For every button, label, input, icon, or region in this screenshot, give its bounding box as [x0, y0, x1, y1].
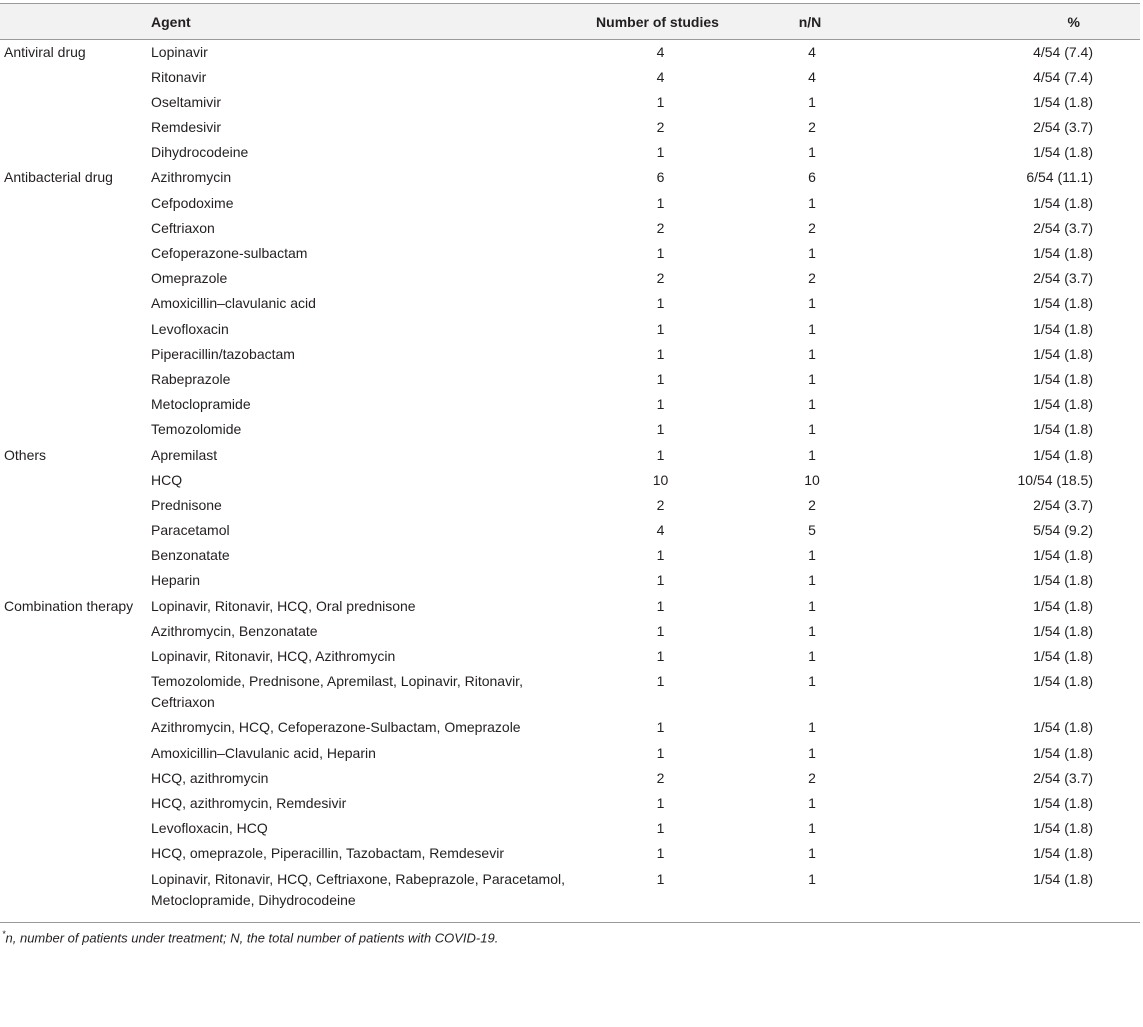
header-number-of-studies: Number of studies: [596, 14, 719, 30]
table-row: [0, 418, 1140, 443]
row-agent: Cefoperazone-sulbactam: [151, 245, 308, 261]
row-percent: 1/54 (1.8): [1033, 446, 1093, 463]
row-number-of-studies: 1: [656, 648, 665, 664]
row-category: [0, 342, 145, 367]
table-row: [0, 242, 1140, 267]
row-n-over-n: 1: [808, 421, 816, 438]
row-category: [0, 619, 145, 644]
row-number-of-studies: 1: [656, 345, 665, 362]
row-n-over-n: 1: [808, 446, 816, 463]
row-n-over-n: 1: [808, 93, 816, 110]
row-number-of-studies: 1: [656, 622, 665, 639]
row-agent: Heparin: [151, 572, 201, 589]
row-agent: Temozolomide: [151, 421, 242, 438]
row-percent: 1/54 (1.8): [1033, 622, 1093, 639]
row-n-over-n: 1: [808, 744, 816, 761]
row-n-over-n: 4: [808, 43, 816, 60]
row-category: Antiviral drug: [4, 43, 86, 60]
row-agent: Paracetamol: [151, 522, 230, 539]
row-n-over-n: 1: [808, 396, 816, 413]
row-agent: Azithromycin, HCQ, Cefoperazone-Sulbactam, Omeprazole: [151, 719, 521, 736]
row-percent: 1/54 (1.8): [1033, 421, 1093, 438]
row-n-over-n: 2: [808, 769, 816, 786]
row-percent: 1/54 (1.8): [1033, 93, 1093, 110]
table-header: [0, 4, 1140, 40]
row-number-of-studies: 4: [656, 68, 665, 85]
row-category: [0, 766, 145, 791]
table-row: [0, 468, 1140, 493]
row-number-of-studies: 1: [656, 370, 665, 387]
table-row: [0, 741, 1140, 766]
row-agent: Oseltamivir: [151, 93, 222, 110]
row-number-of-studies: 1: [656, 794, 665, 811]
table-row: [0, 867, 1140, 922]
row-n-over-n: 1: [808, 144, 816, 161]
row-percent: 2/54 (3.7): [1033, 496, 1093, 513]
header-n-over-n: n/N: [798, 14, 822, 30]
row-number-of-studies: 1: [656, 820, 665, 837]
row-number-of-studies: 2: [656, 496, 665, 513]
row-percent: 1/54 (1.8): [1033, 820, 1093, 837]
row-percent: 1/54 (1.8): [1033, 245, 1093, 261]
row-n-over-n: 1: [808, 320, 816, 337]
row-percent: 2/54 (3.7): [1033, 769, 1093, 786]
row-agent: Piperacillin/tazobactam: [151, 345, 295, 362]
row-n-over-n: 1: [808, 845, 816, 862]
table-row: [0, 817, 1140, 842]
row-agent: HCQ, azithromycin: [151, 769, 269, 786]
row-n-over-n: 1: [808, 295, 816, 312]
row-category: [0, 645, 145, 670]
row-n-over-n: 1: [808, 194, 816, 211]
row-category: [0, 867, 145, 922]
header-category: [0, 4, 145, 40]
row-percent: 2/54 (3.7): [1033, 119, 1093, 136]
row-category: Combination therapy: [4, 597, 134, 614]
row-category: [0, 418, 145, 443]
row-category: [0, 317, 145, 342]
row-agent: Omeprazole: [151, 270, 228, 287]
row-percent: 1/54 (1.8): [1033, 597, 1093, 614]
row-number-of-studies: 2: [656, 119, 665, 136]
row-n-over-n: 1: [808, 572, 816, 589]
table-row: [0, 141, 1140, 166]
row-agent: Lopinavir: [151, 43, 208, 60]
row-percent: 5/54 (9.2): [1033, 522, 1093, 539]
row-agent: Rabeprazole: [151, 370, 231, 387]
row-n-over-n: 4: [808, 68, 816, 85]
row-percent: 2/54 (3.7): [1033, 219, 1093, 236]
row-number-of-studies: 1: [656, 320, 665, 337]
row-percent: 1/54 (1.8): [1033, 370, 1093, 387]
table-row: [0, 116, 1140, 141]
row-category: [0, 216, 145, 241]
row-agent: Dihydrocodeine: [151, 144, 249, 161]
row-number-of-studies: 1: [656, 597, 665, 614]
row-category: [0, 65, 145, 90]
row-number-of-studies: 1: [656, 673, 665, 690]
row-category: Antibacterial drug: [4, 169, 113, 186]
row-number-of-studies: 1: [656, 144, 665, 161]
header-agent: Agent: [151, 14, 191, 30]
row-percent: 1/54 (1.8): [1033, 320, 1093, 337]
row-category: [0, 116, 145, 141]
row-percent: 1/54 (1.8): [1033, 572, 1093, 589]
table-row: [0, 342, 1140, 367]
table-row: [0, 645, 1140, 670]
row-number-of-studies: 1: [656, 396, 665, 413]
row-agent: Apremilast: [151, 446, 218, 463]
row-number-of-studies: 1: [656, 572, 665, 589]
row-category: [0, 393, 145, 418]
row-percent: 10/54 (18.5): [1017, 471, 1093, 488]
row-category: [0, 716, 145, 741]
row-percent: 1/54 (1.8): [1033, 719, 1093, 736]
table-row: [0, 367, 1140, 392]
row-agent: Levofloxacin: [151, 320, 229, 337]
row-number-of-studies: 1: [656, 245, 665, 261]
table-row: [0, 619, 1140, 644]
row-number-of-studies: 1: [656, 421, 665, 438]
row-agent: Remdesivir: [151, 119, 222, 136]
row-percent: 1/54 (1.8): [1033, 870, 1093, 887]
row-percent: 4/54 (7.4): [1033, 43, 1093, 60]
row-number-of-studies: 2: [656, 769, 665, 786]
table-row: [0, 267, 1140, 292]
row-percent: 1/54 (1.8): [1033, 396, 1093, 413]
row-number-of-studies: 1: [656, 719, 665, 736]
row-category: Others: [4, 446, 47, 463]
table-footnote: [0, 923, 1143, 945]
row-n-over-n: 1: [808, 547, 816, 564]
row-number-of-studies: 1: [656, 93, 665, 110]
row-category: [0, 267, 145, 292]
row-n-over-n: 5: [808, 522, 816, 539]
row-n-over-n: 1: [808, 245, 816, 261]
row-n-over-n: 1: [808, 794, 816, 811]
table-row: [0, 791, 1140, 816]
table-row: [0, 842, 1140, 867]
drug-table-container: [0, 3, 1143, 945]
row-agent: Temozolomide, Prednisone, Apremilast, Lopinavir, Ritonavir, Ceftriaxon: [151, 673, 523, 711]
row-n-over-n: 1: [808, 673, 816, 690]
table-row: [0, 393, 1140, 418]
header-percent: %: [1067, 14, 1080, 30]
table-row: [0, 166, 1140, 191]
table-row: [0, 716, 1140, 741]
row-number-of-studies: 10: [652, 471, 669, 488]
table-row: [0, 216, 1140, 241]
row-category: [0, 367, 145, 392]
row-n-over-n: 1: [808, 648, 816, 664]
table-row: [0, 594, 1140, 619]
row-category: [0, 191, 145, 216]
row-agent: Metoclopramide: [151, 396, 251, 413]
row-agent: Lopinavir, Ritonavir, HCQ, Oral prednisone: [151, 597, 416, 614]
table-row: [0, 766, 1140, 791]
footnote-text: n, number of patients under treatment; N, the total number of patients with COVID-19.: [5, 929, 499, 945]
row-percent: 1/54 (1.8): [1033, 794, 1093, 811]
row-number-of-studies: 4: [656, 43, 665, 60]
row-number-of-studies: 2: [656, 219, 665, 236]
row-percent: 1/54 (1.8): [1033, 345, 1093, 362]
row-agent: HCQ, azithromycin, Remdesivir: [151, 794, 347, 811]
row-percent: 1/54 (1.8): [1033, 744, 1093, 761]
table-row: [0, 40, 1140, 66]
row-category: [0, 741, 145, 766]
table-row: [0, 65, 1140, 90]
row-category: [0, 519, 145, 544]
row-agent: HCQ: [151, 471, 183, 488]
row-category: [0, 141, 145, 166]
table-row: [0, 670, 1140, 716]
table-row: [0, 519, 1140, 544]
row-n-over-n: 1: [808, 870, 816, 887]
row-number-of-studies: 1: [656, 845, 665, 862]
row-agent: Amoxicillin–clavulanic acid: [151, 295, 316, 312]
row-n-over-n: 2: [808, 119, 816, 136]
row-n-over-n: 2: [808, 219, 816, 236]
row-agent: Lopinavir, Ritonavir, HCQ, Azithromycin: [151, 648, 396, 664]
row-number-of-studies: 2: [656, 270, 665, 287]
row-n-over-n: 1: [808, 597, 816, 614]
row-agent: Lopinavir, Ritonavir, HCQ, Ceftriaxone, Rabeprazole, Paracetamol, Metoclopramide, Dihydrocodeine: [151, 870, 565, 908]
row-percent: 6/54 (11.1): [1026, 169, 1093, 186]
row-n-over-n: 1: [808, 345, 816, 362]
row-percent: 1/54 (1.8): [1033, 295, 1093, 312]
row-category: [0, 569, 145, 594]
row-percent: 1/54 (1.8): [1033, 673, 1093, 690]
table-row: [0, 191, 1140, 216]
table-row: [0, 443, 1140, 468]
row-n-over-n: 2: [808, 496, 816, 513]
row-agent: Azithromycin, Benzonatate: [151, 622, 318, 639]
row-n-over-n: 6: [808, 169, 816, 186]
row-agent: Ritonavir: [151, 68, 207, 85]
row-percent: 1/54 (1.8): [1033, 547, 1093, 564]
row-category: [0, 90, 145, 115]
table-row: [0, 317, 1140, 342]
table-row: [0, 292, 1140, 317]
row-percent: 1/54 (1.8): [1033, 194, 1093, 211]
row-category: [0, 242, 145, 267]
row-n-over-n: 1: [808, 622, 816, 639]
row-agent: Ceftriaxon: [151, 219, 215, 236]
row-percent: 1/54 (1.8): [1033, 845, 1093, 862]
row-category: [0, 842, 145, 867]
row-percent: 2/54 (3.7): [1033, 270, 1093, 287]
table-body: [0, 40, 1140, 923]
row-agent: Prednisone: [151, 496, 222, 513]
row-percent: 1/54 (1.8): [1033, 144, 1093, 161]
row-n-over-n: 1: [808, 719, 816, 736]
row-percent: 4/54 (7.4): [1033, 68, 1093, 85]
row-n-over-n: 2: [808, 270, 816, 287]
row-agent: HCQ, omeprazole, Piperacillin, Tazobactam, Remdesevir: [151, 845, 504, 862]
row-number-of-studies: 4: [656, 522, 665, 539]
table-row: [0, 493, 1140, 518]
table-row: [0, 90, 1140, 115]
footnote-marker: *: [2, 928, 6, 939]
row-number-of-studies: 1: [656, 446, 665, 463]
row-agent: Azithromycin: [151, 169, 232, 186]
row-number-of-studies: 1: [656, 547, 665, 564]
drug-table: [0, 3, 1140, 923]
row-category: [0, 544, 145, 569]
row-category: [0, 670, 145, 716]
row-number-of-studies: 1: [656, 870, 665, 887]
row-n-over-n: 10: [804, 471, 820, 488]
row-agent: Cefpodoxime: [151, 194, 234, 211]
row-number-of-studies: 1: [656, 194, 665, 211]
row-category: [0, 468, 145, 493]
row-n-over-n: 1: [808, 820, 816, 837]
row-number-of-studies: 1: [656, 744, 665, 761]
row-category: [0, 817, 145, 842]
row-category: [0, 292, 145, 317]
row-category: [0, 791, 145, 816]
row-percent: 1/54 (1.8): [1033, 648, 1093, 664]
row-agent: Levofloxacin, HCQ: [151, 820, 268, 837]
row-agent: Amoxicillin–Clavulanic acid, Heparin: [151, 744, 376, 761]
table-row: [0, 544, 1140, 569]
row-number-of-studies: 6: [656, 169, 665, 186]
row-category: [0, 493, 145, 518]
header-row: [0, 4, 1140, 40]
row-agent: Benzonatate: [151, 547, 230, 564]
row-n-over-n: 1: [808, 370, 816, 387]
table-row: [0, 569, 1140, 594]
row-number-of-studies: 1: [656, 295, 665, 312]
